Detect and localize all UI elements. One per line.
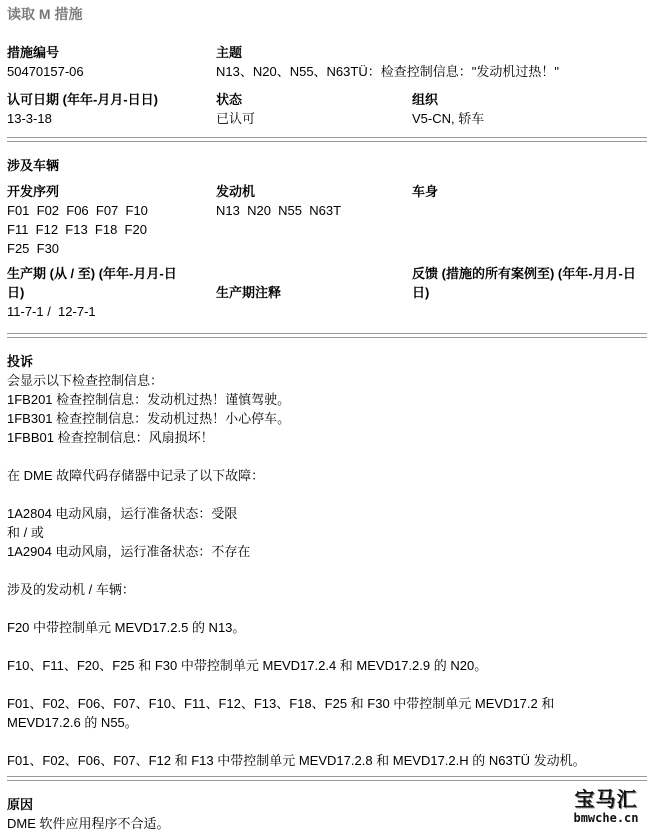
body-label: 车身 — [412, 184, 439, 199]
production-period-label-cont: 日) — [7, 285, 25, 300]
production-period: 11-7-1 / 12-7-1 — [7, 304, 96, 319]
watermark-logo — [566, 787, 646, 825]
production-note-label: 生产期注释 — [216, 285, 282, 300]
measure-document — [7, 5, 647, 833]
measure-number-label: 措施编号 — [7, 45, 60, 60]
check-control-msg-3: 1FBB01 检查控制信息：风扇损坏！ — [7, 430, 214, 445]
cause-section — [7, 795, 647, 833]
approval-date: 13-3-18 — [7, 111, 52, 126]
dev-series-label: 开发序列 — [7, 184, 60, 199]
fault-code-2: 1A2904 电动风扇，运行准备状态：不存在 — [7, 544, 251, 559]
feedback-label-cont: 日) — [412, 285, 430, 300]
affected-n55-cont: MEVD17.2.6 的 N55。 — [7, 715, 138, 730]
and-or-text: 和 / 或 — [7, 525, 44, 540]
production-period-label: 生产期 (从 / 至) (年年-月月-日 — [7, 266, 177, 281]
subject: N13、N20、N55、N63TÜ：检查控制信息："发动机过热！" — [216, 64, 559, 79]
header-row-1 — [7, 43, 647, 81]
cause-section-title: 原因 — [7, 797, 34, 812]
engine-label: 发动机 — [216, 184, 256, 199]
affected-intro: 涉及的发动机 / 车辆： — [7, 582, 135, 597]
dev-series-line-3: F25 F30 — [7, 241, 60, 256]
dev-series-line-2: F11 F12 F13 F18 F20 — [7, 222, 147, 237]
complaint-section-title: 投诉 — [7, 354, 34, 369]
check-control-msg-1: 1FB201 检查控制信息：发动机过热！谨慎驾驶。 — [7, 392, 291, 407]
approval-date-label: 认可日期 (年年-月月-日日) — [7, 92, 158, 107]
organization: V5-CN, 轿车 — [412, 111, 485, 126]
header-row-2 — [7, 90, 647, 128]
cause-text: DME 软件应用程序不合适。 — [7, 816, 170, 831]
page-title: 读取 M 措施 — [7, 6, 83, 22]
status-label: 状态 — [216, 92, 243, 107]
dme-fault-intro: 在 DME 故障代码存储器中记录了以下故障： — [7, 468, 265, 483]
affected-n55: F01、F02、F06、F07、F10、F11、F12、F13、F18、F25 和 F30 中带控制单元 MEVD17.2 和 — [7, 696, 555, 711]
complaint-intro: 会显示以下检查控制信息： — [7, 373, 164, 388]
feedback-label: 反馈 (措施的所有案例至) (年年-月月-日 — [412, 266, 636, 281]
section-divider — [7, 137, 647, 142]
subject-label: 主题 — [216, 45, 243, 60]
logo-domain-text: bmwche.cn — [573, 811, 639, 825]
section-divider — [7, 333, 647, 338]
affected-n63: F01、F02、F06、F07、F12 和 F13 中带控制单元 MEVD17.2.8 和 MEVD17.2.H 的 N63TÜ 发动机。 — [7, 753, 586, 768]
dev-series-line-1: F01 F02 F06 F07 F10 — [7, 203, 148, 218]
status: 已认可 — [216, 111, 256, 126]
check-control-msg-2: 1FB301 检查控制信息：发动机过热！小心停车。 — [7, 411, 291, 426]
vehicles-section — [7, 156, 647, 321]
fault-code-1: 1A2804 电动风扇，运行准备状态：受限 — [7, 506, 238, 521]
measure-number: 50470157-06 — [7, 64, 84, 79]
section-divider — [7, 776, 647, 781]
engine: N13 N20 N55 N63T — [216, 203, 342, 218]
vehicles-section-title: 涉及车辆 — [7, 158, 60, 173]
affected-n13: F20 中带控制单元 MEVD17.2.5 的 N13。 — [7, 620, 246, 635]
logo-chinese-text: 宝马汇 — [574, 787, 638, 811]
affected-n20: F10、F11、F20、F25 和 F30 中带控制单元 MEVD17.2.4 和 MEVD17.2.9 的 N20。 — [7, 658, 488, 673]
organization-label: 组织 — [412, 92, 439, 107]
complaint-section — [7, 352, 647, 770]
